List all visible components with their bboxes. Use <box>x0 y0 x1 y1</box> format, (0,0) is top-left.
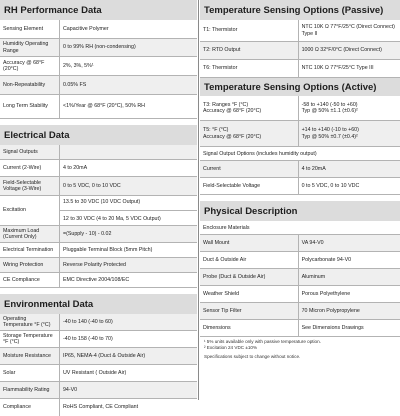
spec-label: Operating Temperature °F (°C) <box>0 314 60 330</box>
table-row <box>0 243 197 258</box>
spec-label: Field-Selectable Voltage (3-Wire) <box>0 177 60 195</box>
table-row <box>200 252 400 269</box>
temp-passive-header: Temperature Sensing Options (Passive) <box>200 0 400 20</box>
spec-value: 70 Micron Polypropylene <box>301 307 360 314</box>
spec-value: 0 to 5 VDC, 0 to 10 VDC <box>62 182 121 189</box>
spec-value <box>60 145 197 159</box>
table-row <box>0 145 197 160</box>
table-row <box>200 42 400 60</box>
rh-performance-header: RH Performance Data <box>0 0 197 20</box>
spec-value: Polycarbonate 94-V0 <box>301 256 352 263</box>
spec-label: Current <box>200 161 299 177</box>
spec-label: Flammability Rating <box>0 382 60 398</box>
footnote: Specifications subject to change without notice. <box>204 354 301 360</box>
spec-value: 0 to 5 VDC, 0 to 10 VDC <box>301 182 360 189</box>
table-row <box>200 269 400 286</box>
table-row <box>0 177 197 196</box>
spec-label: T5: °F (°C) <box>203 127 229 134</box>
electrical-data-header: Electrical Data <box>0 125 197 145</box>
spec-value: 13.5 to 30 VDC (10 VDC Output) <box>62 198 141 205</box>
table-row <box>200 121 400 147</box>
spec-label: Non-Repeatability <box>0 76 60 94</box>
spec-label: Sensing Element <box>0 20 60 38</box>
spec-value: Aluminum <box>301 273 326 280</box>
table-row <box>0 226 197 243</box>
spec-label: Solar <box>0 365 60 381</box>
footnote: ¹ 5% units available only with passive temperature option. <box>204 339 321 344</box>
spec-label: Wall Mount <box>200 235 299 251</box>
spec-value: 4 to 20mA <box>301 165 326 172</box>
spec-label: T3: Ranges °F (°C) <box>203 101 249 108</box>
spec-label: Duct & Outside Air <box>200 252 299 268</box>
spec-label: Long Term Stability <box>0 95 60 118</box>
spec-value: IP65, NEMA-4 (Duct & Outside Air) <box>62 352 146 359</box>
spec-label: Accuracy @ 68°F (20°C) <box>203 133 262 140</box>
table-row <box>200 161 400 178</box>
spec-value: -40 to 158 (-40 to 70) <box>62 335 113 342</box>
spec-label: Compliance <box>0 399 60 416</box>
spec-label: T2: RTD Output <box>200 42 299 59</box>
footnote: ² Excitation 24 VDC ±10% <box>204 345 258 351</box>
table-row <box>200 303 400 320</box>
temp-active-header: Temperature Sensing Options (Active) <box>200 78 400 96</box>
spec-value: Reverse Polarity Protected <box>62 261 126 268</box>
spec-label: Maximum Load (Current Only) <box>0 226 60 242</box>
spec-label: Accuracy @ 68°F (20°C) <box>0 57 60 75</box>
spec-label: Wiring Protection <box>0 258 60 272</box>
table-row <box>200 286 400 303</box>
table-row <box>0 160 197 177</box>
spec-label: Electrical Termination <box>0 243 60 257</box>
spec-label: Excitation <box>0 196 60 225</box>
spec-label: Weather Shield <box>200 286 299 302</box>
spec-value: 0.05% FS <box>62 81 87 88</box>
spec-label: Signal Outputs <box>0 145 60 159</box>
spec-label: Accuracy @ 68°F (20°C) <box>203 108 262 114</box>
column-divider <box>198 0 199 400</box>
spec-value: NTC 10K Ω 77°F/25°C (Direct Connect) Type II <box>301 24 395 37</box>
spec-value: Typ @ 50% ±0.7 (±0.4)² <box>301 133 358 140</box>
spec-value: Pluggable Terminal Block (5mm Pitch) <box>62 246 153 253</box>
spec-value: +14 to +140 (-10 to +60) <box>301 127 359 134</box>
table-row <box>0 39 197 57</box>
table-row <box>0 258 197 273</box>
table-row <box>0 196 197 226</box>
spec-label: Storage Temperature °F (°C) <box>0 331 60 347</box>
spec-value: UV Resistant ( Outside Air) <box>62 369 127 376</box>
right-column <box>200 0 400 363</box>
table-row <box>0 314 197 331</box>
table-row <box>0 76 197 95</box>
spec-value: 12 to 30 VDC (4 to 20 Ma, 5 VDC Output) <box>62 216 161 223</box>
spec-value: NTC 10K Ω 77°F/25°C Type III <box>301 65 374 72</box>
table-row <box>0 57 197 76</box>
spec-value: <1%/Year @ 68°F (20°C), 50% RH <box>62 103 145 110</box>
spec-value: -40 to 140 (-40 to 60) <box>62 318 113 325</box>
spec-value: 0 to 99% RH (non-condensing) <box>62 44 136 51</box>
spec-label: Sensor Tip Filter <box>200 303 299 319</box>
spec-value: See Dimensions Drawings <box>301 324 364 331</box>
spec-label: T6: Thermistor <box>200 60 299 77</box>
left-column <box>0 0 197 416</box>
table-row <box>200 20 400 42</box>
spec-label: Probe (Duct & Outside Air) <box>200 269 299 285</box>
spec-value: EMC Directive 2004/108/EC <box>62 276 130 283</box>
signal-output-heading: Signal Output Options (includes humidity output) <box>200 147 400 161</box>
spec-value: 94-V0 <box>62 386 78 393</box>
spec-value: 2%, 3%, 5%¹ <box>62 62 94 69</box>
spec-label: T1: Thermistor <box>200 20 299 41</box>
table-row <box>0 95 197 119</box>
spec-value: Capacitive Polymer <box>62 25 109 32</box>
spec-value: 1000 Ω 32°F/0°C (Direct Connect) <box>301 47 382 54</box>
table-row <box>0 331 197 348</box>
table-row <box>0 273 197 288</box>
spec-value: 4 to 20mA <box>62 164 88 171</box>
spec-value: -58 to +140 (-50 to +60) <box>301 101 358 108</box>
table-row <box>200 178 400 195</box>
spec-value: Porous Polyethylene <box>301 290 351 297</box>
table-row <box>0 382 197 399</box>
spec-value: VA 94-V0 <box>301 239 324 246</box>
table-row <box>200 96 400 121</box>
spec-label: Moisture Resistance <box>0 348 60 364</box>
table-row <box>0 365 197 382</box>
spec-value: RoHS Compliant, CE Compliant <box>62 404 139 411</box>
table-row <box>200 320 400 337</box>
enclosure-materials-row: Enclosure Materials <box>200 221 400 235</box>
spec-label: CE Compliance <box>0 273 60 287</box>
table-row <box>200 235 400 252</box>
environmental-data-header: Environmental Data <box>0 294 197 314</box>
table-row <box>0 399 197 416</box>
table-row <box>0 348 197 365</box>
spec-label: Current (2-Wire) <box>0 160 60 176</box>
table-row <box>0 20 197 39</box>
spec-value: =(Supply - 10) - 0.02 <box>62 230 112 237</box>
spec-value: Typ @ 50% ±1.1 (±0.6)² <box>301 108 358 114</box>
spec-label: Humidity Operating Range <box>0 39 60 56</box>
physical-description-header: Physical Description <box>200 201 400 221</box>
table-row <box>200 60 400 78</box>
spec-label: Dimensions <box>200 320 299 336</box>
footnotes <box>200 337 400 363</box>
spec-label: Field-Selectable Voltage <box>200 178 299 194</box>
